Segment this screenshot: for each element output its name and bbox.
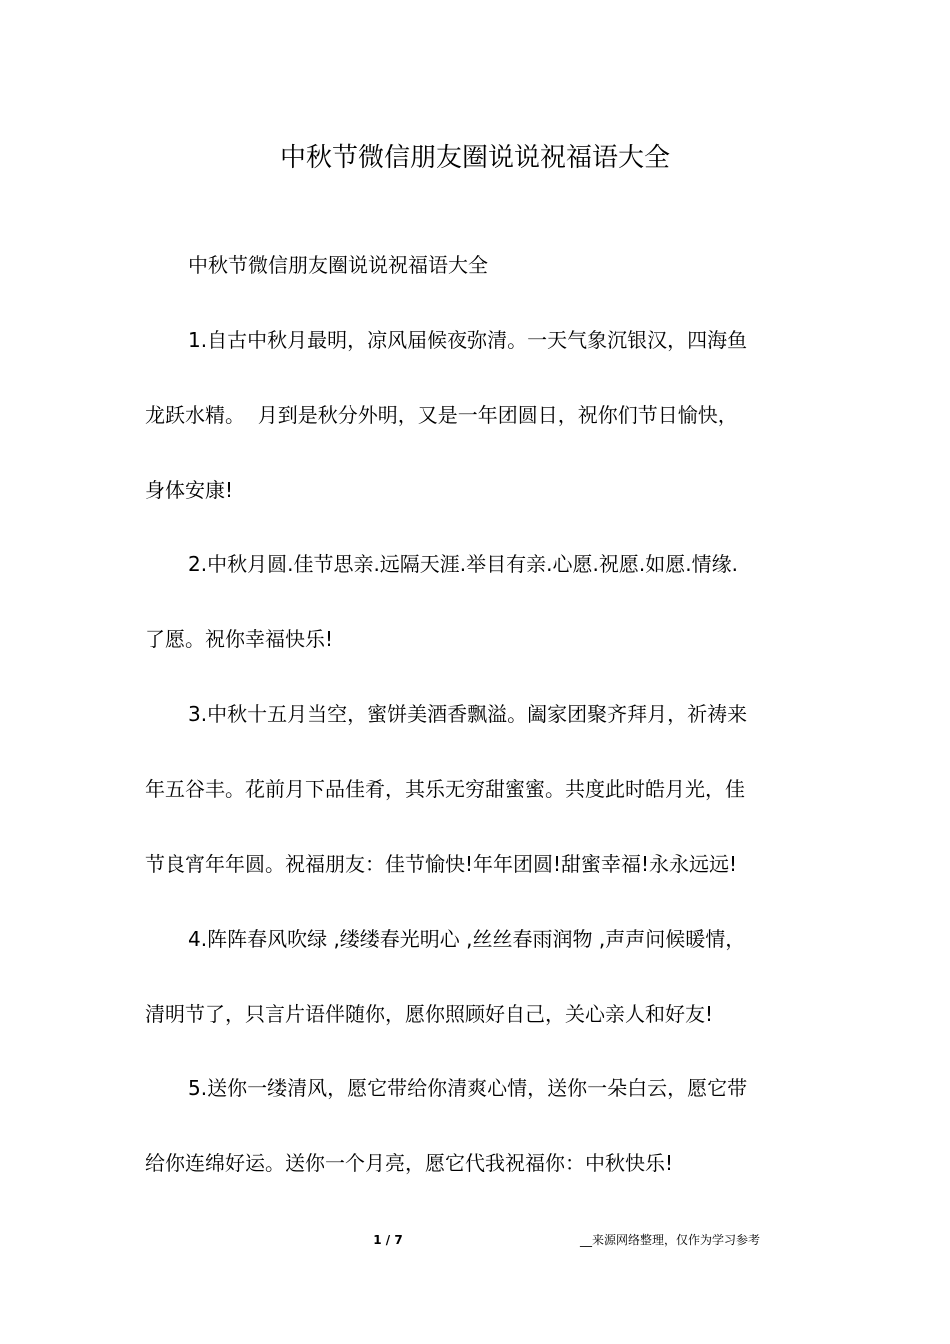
text-line-item-2-start: 2.中秋月圆.佳节思亲.远隔天涯.举目有亲.心愿.祝愿.如愿.情缘.	[188, 552, 738, 576]
text-line-item-3-cont: 年五谷丰。花前月下品佳肴，其乐无穷甜蜜蜜。共度此时皓月光，佳	[145, 777, 745, 801]
text-line-item-1-end: 身体安康!	[145, 478, 234, 502]
document-title: 中秋节微信朋友圈说说祝福语大全	[279, 143, 670, 173]
text-line-item-4-start: 4.阵阵春风吹绿 ,缕缕春光明心 ,丝丝春雨润物 ,声声问候暖情，	[188, 927, 746, 951]
text-line-item-5-end: 给你连绵好运。送你一个月亮，愿它代我祝福你：中秋快乐!	[145, 1151, 674, 1175]
text-line-subtitle: 中秋节微信朋友圈说说祝福语大全	[188, 253, 488, 277]
text-line-item-1-start: 1.自古中秋月最明，凉风届候夜弥清。一天气象沉银汉，四海鱼	[188, 328, 748, 352]
text-line-item-3-start: 3.中秋十五月当空，蜜饼美酒香飘溢。阖家团聚齐拜月，祈祷来	[188, 702, 748, 726]
footer-source-note: __来源网络整理，仅作为学习参考	[580, 1233, 761, 1247]
text-line-item-3-end: 节良宵年年圆。祝福朋友：佳节愉快!年年团圆!甜蜜幸福!永永远远!	[145, 852, 738, 876]
text-line-item-5-start: 5.送你一缕清风，愿它带给你清爽心情，送你一朵白云，愿它带	[188, 1076, 748, 1100]
page-number: 1 / 7	[373, 1233, 403, 1247]
text-line-item-2-end: 了愿。祝你幸福快乐!	[145, 627, 334, 651]
text-line-item-1-cont: 龙跃水精。 月到是秋分外明，又是一年团圆日，祝你们节日愉快，	[145, 403, 738, 427]
text-line-item-4-end: 清明节了，只言片语伴随你，愿你照顾好自己，关心亲人和好友!	[145, 1002, 714, 1026]
